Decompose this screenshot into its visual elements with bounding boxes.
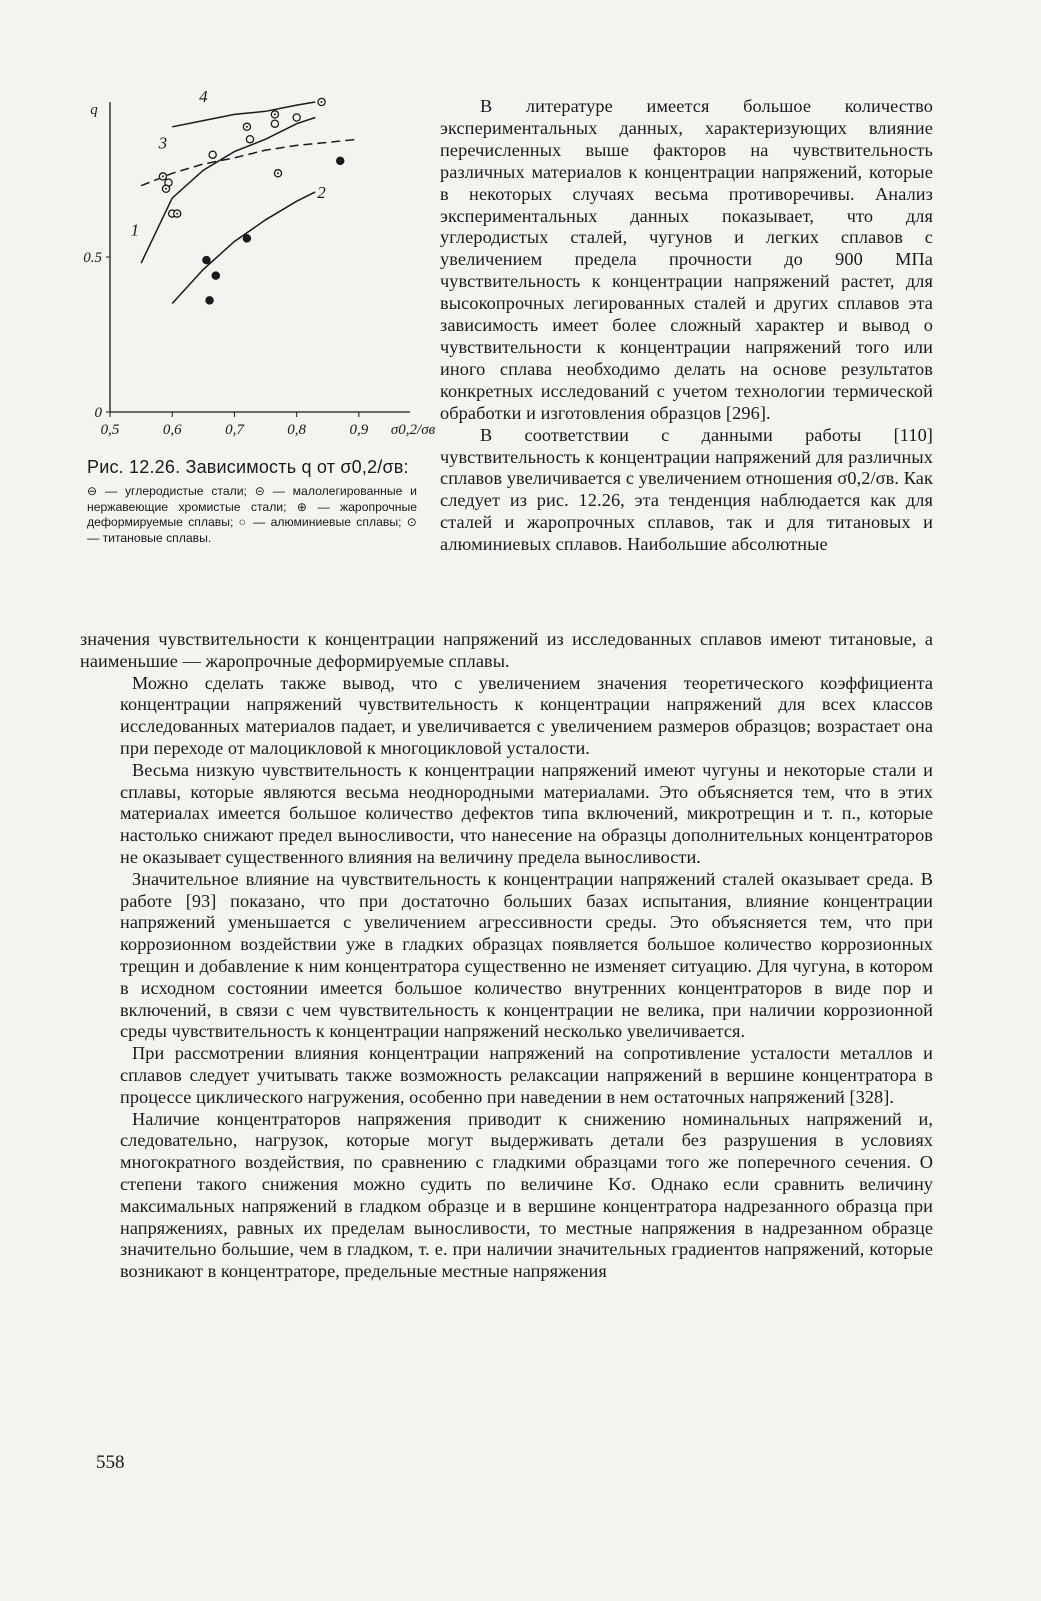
data-point — [271, 120, 278, 127]
curve-label-4: 4 — [199, 87, 208, 106]
y-axis-label: q — [90, 102, 98, 118]
data-point-center — [162, 175, 164, 177]
y-tick-label: 0.5 — [83, 250, 102, 266]
data-point — [246, 136, 253, 143]
right-column-text — [440, 96, 933, 556]
y-tick-label: 0 — [94, 405, 102, 421]
data-point — [203, 257, 210, 264]
caption-legend: ⊖ — углеродистые стали; ⊝ — малолегированные и нержавеющие хромистые стали; ⊕ — жаропрочные деформируемые сплавы; ○ — алюминиевые сплавы; ⊙ — титановые сплавы. — [87, 484, 417, 545]
data-point-center — [321, 101, 323, 103]
data-point — [212, 272, 219, 279]
data-point — [206, 297, 213, 304]
data-point-center — [274, 113, 276, 115]
data-point-center — [277, 172, 279, 174]
data-point-center — [165, 188, 167, 190]
paragraph: При рассмотрении влияния концентрации напряжений на сопротивление усталости металлов и сплавов следует учитывать также возможность релаксации напряжений в вершине концентратора в процессе циклического нагружения, особенно при наведении в нем остаточных напряжений [328]. — [120, 1043, 933, 1107]
main-text — [80, 629, 933, 1283]
data-point — [243, 235, 250, 242]
x-tick-label: 0,7 — [225, 422, 244, 438]
paragraph: Можно сделать также вывод, что с увеличением значения теоретического коэффициента концентрации напряжений чувствительность к концентрации напряжений для всех классов исследованных материалов падает, и увеличивается с увеличением размеров образцов; возрастает она при переходе от малоцикловой к многоцикловой усталости. — [120, 672, 933, 758]
caption-title: Рис. 12.26. Зависимость q от σ0,2/σв: — [87, 457, 409, 477]
figure-12-26 — [80, 87, 436, 464]
x-tick-label: 0,5 — [100, 422, 120, 438]
data-point — [293, 114, 300, 121]
paragraph: В соответствии с данными работы [110] чувствительность к концентрации напряжений для различных сплавов увеличивается с увеличением отношения σ0,2/σв. Как следует из рис. 12.26, эта тенденция наблюдается как для сталей и жаропрочных сплавов, так и для титановых и алюминиевых сплавов. Наибольшие абсолютные — [440, 424, 933, 555]
x-tick-label: 0,9 — [349, 422, 369, 438]
paragraph: Значительное влияние на чувствительность к концентрации напряжений сталей оказывает среда. В работе [93] показано, что при достаточно больших базах испытания, влияние концентрации напряжений уменьшается с увеличением агрессивности среды. Это объясняется тем, что при коррозионном воздействии уже в гладких образцах появляется большое количество коррозионных трещин и добавление к ним концентратора существенно не изменяет ситуацию. Для чугуна, в котором в исходном состоянии имеется большое количество внутренних концентраторов в виде пор и включений, в связи с чем чувствительность к концентрации не велика, при наличии коррозионной среды чувствительность к концентрации напряжений несколько увеличивается. — [120, 868, 933, 1042]
curve-label-2: 2 — [317, 183, 326, 203]
paragraph: Наличие концентраторов напряжения приводит к снижению номинальных напряжений и, следовательно, нагрузок, которые могут выдерживать детали без разрушения в условиях многократного воздействия, по сравнению с гладкими образцами того же поперечного сечения. О степени такого снижения можно судить по величине Kσ. Однако если сравнить величину максимальных напряжений в гладком образце и в вершине концентратора надрезанного образца при напряжениях, равных их пределам выносливости, то местные напряжения в надрезанном образце значительно большие, чем в гладком, т. е. при наличии значительных градиентов напряжений, которые возникают в концентраторе, предельные местные напряжения — [120, 1108, 933, 1282]
paragraph-continuation: значения чувствительности к концентрации напряжений из исследованных сплавов имеют титановые, а наименьшие — жаропрочные деформируемые сплавы. — [80, 629, 933, 671]
paragraph: В литературе имеется большое количество экспериментальных данных, характеризующих влияние перечисленных выше факторов на чувствительность различных материалов к концентрации напряжений, которые в некоторых случаях весьма противоречивы. Анализ экспериментальных данных показывает, что для углеродистых сталей, чугунов и легких сплавов с увеличением предела прочности до 900 МПа чувствительность к концентрации напряжений растет, для высокопрочных легированных сталей и других сплавов эта зависимость имеет более сложный характер и вывод о чувствительности к концентрации напряжений того или иного сплава необходимо делать на основе результатов конкретных исследований с учетом технологии термической обработки и изготовления образцов [296]. — [440, 96, 933, 423]
curve-label-1: 1 — [130, 220, 140, 240]
data-point-center — [176, 213, 178, 215]
curve-label-3: 3 — [158, 133, 168, 153]
data-point — [209, 151, 216, 158]
figure-caption — [87, 456, 417, 546]
x-tick-label: 0,8 — [287, 422, 307, 438]
curve-2 — [172, 192, 315, 304]
data-point-center — [246, 126, 248, 128]
data-point — [337, 157, 344, 164]
x-tick-label: 0,6 — [162, 422, 182, 438]
page-number: 558 — [96, 1452, 125, 1473]
x-axis-label: σ0,2/σв — [390, 422, 436, 438]
paragraph: Весьма низкую чувствительность к концентрации напряжений имеют чугуны и некоторые стали и сплавы, которые являются весьма неоднородными материалами. Это объясняется тем, что в этих материалах имеется большое количество дефектов типа включений, микротрещин и т. п., которые настолько снижают предел выносливости, что нанесение на образцы дополнительных концентраторов не оказывает существенного влияния на величину предела выносливости. — [120, 759, 933, 867]
chart-svg — [80, 87, 436, 464]
